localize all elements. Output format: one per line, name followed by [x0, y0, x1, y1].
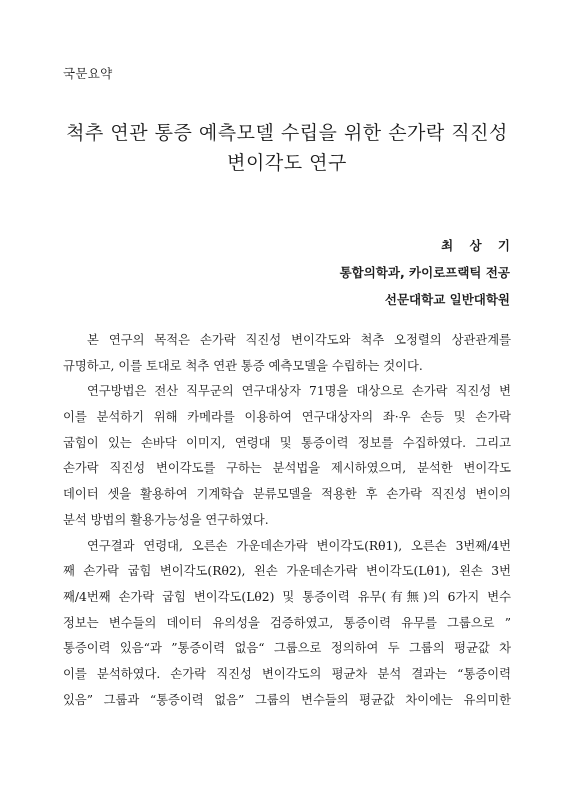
author-block	[339, 232, 516, 313]
author-department: 통합의학과, 카이로프랙틱 전공	[339, 265, 510, 280]
thesis-title-line-2: 변이각도 연구	[227, 152, 347, 174]
thesis-title	[40, 118, 534, 178]
abstract-line: 데이터 셋을 활용하여 기계학습 분류모델을 적용한 후 손가락 직진성 변이의	[63, 487, 511, 502]
thesis-title-line-1: 척추 연관 통증 예측모델 수립을 위한 손가락 직진성	[66, 122, 508, 144]
abstract-line: 손가락 직진성 변이각도를 구하는 분석법을 제시하였으며, 분석한 변이각도	[63, 461, 511, 476]
abstract-line: 연구방법은 전산 직무군의 연구대상자 71명을 대상으로 손가락 직진성 변	[87, 384, 511, 399]
abstract-line: 굽힘이 있는 손바닥 이미지, 연령대 및 통증이력 정보를 수집하였다. 그리고	[63, 435, 511, 450]
abstract-line: 정보는 변수들의 데이터 유의성을 검증하였고, 통증이력 유무를 그룹으로 ”	[63, 615, 511, 630]
abstract-line: 본 연구의 목적은 손가락 직진성 변이각도와 척추 오정렬의 상관관계를	[87, 333, 511, 347]
abstract-line: 통증이력 있음“과 ”통증이력 없음“ 그룹으로 정의하여 두 그룹의 평균값 차	[63, 641, 511, 656]
author-name: 최 상 기	[441, 238, 516, 253]
abstract-line: 연구결과 연령대, 오른손 가운데손가락 변이각도(Rθ1), 오른손 3번째/4번	[87, 538, 511, 553]
author-school: 선문대학교 일반대학원	[384, 292, 510, 307]
section-label: 국문요약	[63, 66, 113, 81]
abstract-body	[63, 328, 511, 713]
abstract-line: 분석 방법의 활용가능성을 연구하였다.	[63, 512, 269, 527]
abstract-line: 째 손가락 굽힘 변이각도(Rθ2), 왼손 가운데손가락 변이각도(Lθ1), 왼손 3번	[63, 564, 511, 579]
abstract-line: 이를 분석하였다. 손가락 직진성 변이각도의 평균차 분석 결과는 “통증이력	[63, 666, 511, 681]
abstract-line: 이를 분석하기 위해 카메라를 이용하여 연구대상자의 좌·우 손등 및 손가락	[63, 410, 511, 425]
abstract-line: 있음” 그룹과 “통증이력 없음” 그룹의 변수들의 평균값 차이에는 유의미한	[63, 692, 511, 707]
abstract-line: 째/4번째 손가락 굽힘 변이각도(Lθ2) 및 통증이력 유무(有無)의 6가지 변수	[63, 589, 511, 604]
abstract-line: 규명하고, 이를 토대로 척추 연관 통증 예측모델을 수립하는 것이다.	[63, 358, 423, 373]
